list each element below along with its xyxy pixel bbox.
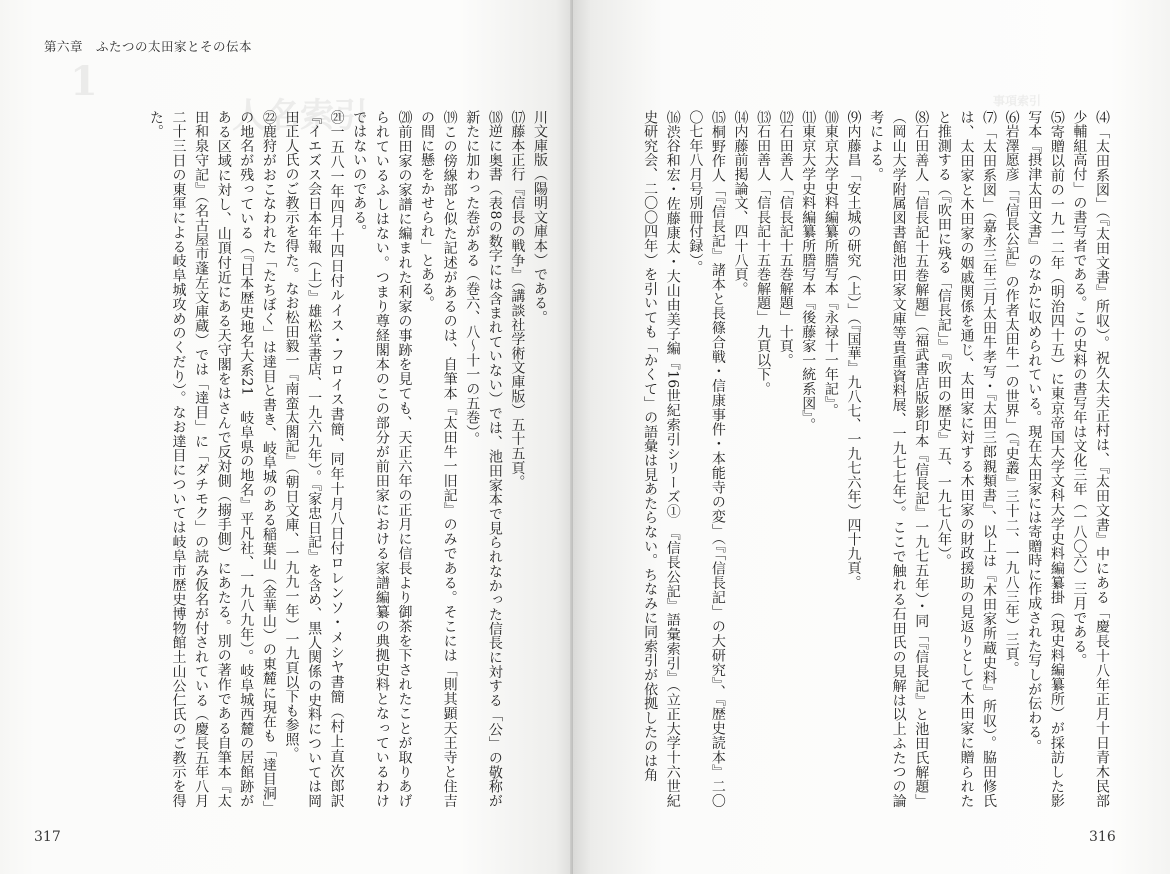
left-page (0, 0, 573, 874)
note-11: ⑾東京大学史料編纂所謄写本『後藤家一統系図』。 (800, 110, 817, 432)
left-notes (96, 110, 551, 808)
right-page (573, 0, 1170, 874)
note-12: ⑿石田善人「信長記十五巻解題」十頁。 (777, 110, 794, 368)
show-through-mark: 人名索引 (232, 96, 368, 136)
note-13: ⒀石田善人「信長記十五巻解題」九頁以下。 (755, 110, 772, 396)
note-14: ⒁内藤前掲論文、四十八頁。 (732, 110, 749, 296)
note-20: ⒇前田家の家譜に編まれた利家の事跡を見ても、天正六年の正月に信長より御茶を下されたことが取りあげられているふしはない。つまり尊経閣本のこの部分が前田家における家譜編纂の典拠史料となっているわけではないのである。 (351, 110, 413, 808)
note-17: ⒄藤本正行『信長の戦争』（講談社学術文庫版）五十五頁。 (509, 110, 526, 490)
note-22: ㉒鹿狩がおこなわれた「たちぼく」は達目と書き、岐阜城のある稲葉山（金華山）の東麓に現在も「達目洞」の地名が残っている（『日本歴史地名大系21 岐阜県の地名』平凡社、一九八九年）。岐阜城西麓の居館跡がある区域に対し、山頂付近にある天守閣をはさんで反対側（搦手側）にあたる。別の著作である自筆本『太田和泉守記』（名古屋市蓬左文庫蔵）では「達目」に「ダチモク」の読み仮名が付されている（慶長五年八月二十三日の東軍による岐阜城攻めのくだり）。なお達目については岐阜市歴史博物館土山公仁氏のご教示を得た。 (147, 110, 277, 808)
note-5: ⑸寄贈以前の一九一二年（明治四十五）に東京帝国大学文科大学史料編纂掛（現史料編纂所）が採訪した影写本『摂津太田文書』のなかに収められている。現在太田家には寄贈時に作成された写しが伝わる。 (1026, 110, 1065, 808)
page-number-left: 317 (34, 829, 61, 845)
note-15: ⒂桐野作人「『信長記』諸本と長篠合戦・信康事件・本能寺の変」（『「信長記」の大研究』、『歴史読本』二〇〇七年八月号別冊付録）。 (687, 110, 726, 808)
page-number-right: 316 (1089, 829, 1116, 845)
right-notes (591, 110, 1113, 808)
running-head: 第六章 ふたつの太田家とその伝本 (44, 39, 253, 54)
show-through-mark: 1 (70, 58, 98, 105)
note-19: ⒆この傍線部と似た記述があるのは、自筆本『太田牛一旧記』のみである。そこには「則其顕天王寺と住吉の間に懸をかせられ」とある。 (419, 110, 458, 808)
note-7: ⑺「太田系図」（嘉永三年三月太田牛孝写・『太田三郎親類書』、以上は『木田家所蔵史料』所収）。脇田修氏は、太田家と木田家の姻戚関係を通じ、太田家に対する木田家の財政援助の見返りとして木田家に贈られたと推測する（『吹田に残る「信長記」』『吹田の歴史』五、一九七八年）。 (935, 110, 998, 808)
note-8: ⑻石田善人「信長記十五巻解題」（福武書店版影印本『信長記』一九七五年）・同「『信長記』と池田氏解題」（岡山大学附属図書館池田家文庫等貴重資料展、一九七七年）。ここで触れる石田氏の見解は以上ふたつの論考による。 (868, 110, 930, 808)
note-9: ⑼内藤昌「安土城の研究（上）」（『国華』九八七、一九七六年）四十九頁。 (845, 110, 862, 590)
note-18: ⒅逆に奥書（表8の数字には含まれていない）では、池田家本で見られなかった信長に対する「公」の敬称が新たに加わった巻がある（巻六、八〜十一の五巻）。 (464, 110, 503, 808)
note-10: ⑽東京大学史料編纂所謄写本『永禄十一年記』。 (822, 110, 839, 418)
show-through-mark: 事項索引 (993, 94, 1042, 108)
note-21: ㉑一五八一年四月十四日付ルイス・フロイス書簡、同年十月八日付ロレンソ・メシヤ書簡（村上直次郎訳『イエズス会日本年報（上）』雄松堂書店、一九六九年）。『家忠日記』を含め、黒人関係の史料については岡田正人氏のご教示を得た。なお松田毅一『南蛮太閤記』（朝日文庫、一九九一年）一九頁以下も参照。 (283, 110, 345, 808)
note-6: ⑹岩澤愿彦「『信長公記』の作者太田牛一の世界」（『史叢』三十二、一九八三年）三頁。 (1003, 110, 1020, 676)
note-4: ⑷「太田系図」（『太田文書』所収）。祝久太夫正村は、『太田文書』中にある「慶長十八年正月十日青木民部少輔組高付」の書写者である。この史料の書写年は文化三年（一八〇六）三月である。 (1071, 110, 1110, 808)
note-cont-16: 川文庫版（陽明文庫本）である。 (532, 110, 548, 325)
note-16: ⒃渋谷和宏・佐藤康太・大山由美子編『16世紀索引シリーズ① 『信長公記』語彙索引』（立正大学十六世紀史研究会、二〇〇四年）を引いても「かくて」の語彙は見あたらない。ちなみに同索引が依拠したのは角 (642, 110, 681, 808)
